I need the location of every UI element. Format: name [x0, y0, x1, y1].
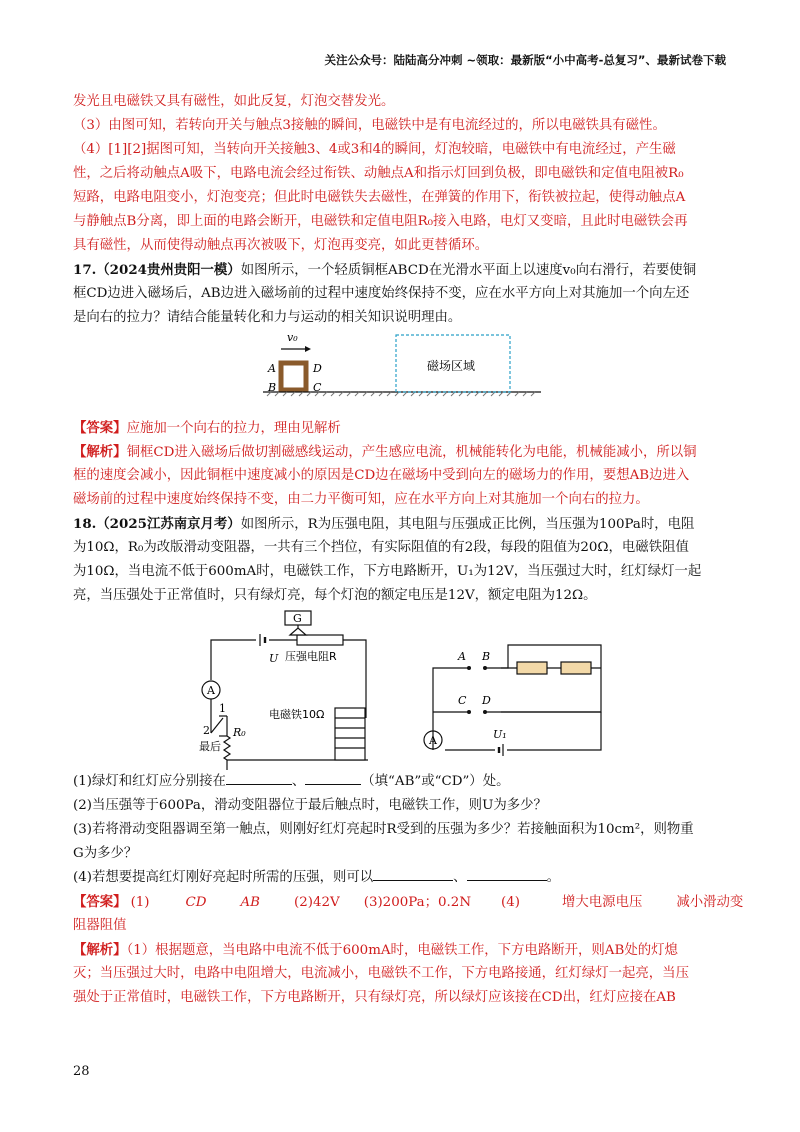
contact-1-label: 1: [219, 702, 226, 715]
previous-solution: [73, 90, 733, 258]
pressure-resistor-label: 压强电阻R: [285, 650, 337, 663]
corner-label-a: A: [268, 362, 276, 375]
page-content: [73, 90, 744, 1010]
question-number: 17.: [73, 262, 97, 278]
question-text: 如图所示，R为压强电阻，其电阻与压强成正比例，当压强为100Pa时，电阻: [240, 517, 695, 532]
text-line: 发光且电磁铁又具有磁性，如此反复，灯泡交替发光。: [73, 94, 395, 109]
question-17: [73, 258, 733, 512]
question-text: 为10Ω，当电流不低于600mA时，电磁铁工作，下方电路断开，U₁为12V，当压强过大时，红灯绿灯一起: [73, 564, 702, 579]
analysis-text: 磁场前的过程中速度始终保持不变，由二力平衡可知，应在水平方向上对其施加一个向右的拉力。: [73, 492, 649, 507]
r0-label: R₀: [233, 726, 246, 739]
corner-label-d: D: [313, 362, 322, 375]
corner-label-b: B: [268, 381, 277, 394]
answer-text: 应施加一个向右的拉力，理由见解析: [126, 421, 341, 436]
analysis-text: （1）根据题意，当电路中电流不低于600mA时，电磁铁工作，下方电路断开，则AB处的灯熄: [126, 943, 678, 958]
question-text: 为10Ω，R₀为改版滑动变阻器，一共有三个挡位，有实际阻值的有2段，每段的阻值为20Ω，电磁铁阻值: [73, 540, 689, 555]
analysis-text: 铜框CD进入磁场后做切割磁感线运动，产生感应电流，机械能转化为电能，机械能减小，所以铜: [126, 445, 697, 460]
answer-tag: 【答案】: [73, 420, 127, 436]
text-line: （4）[1][2]据图可知，当转向开关接触3、4或3和4的瞬间，灯泡较暗，电磁铁中有电流经过，产生磁: [73, 142, 676, 157]
contact-d-label: D: [482, 694, 491, 707]
contact-a-label: A: [458, 650, 466, 663]
u1-label: U₁: [493, 728, 507, 741]
question-18: [73, 512, 744, 1010]
page-number: 28: [73, 1064, 90, 1079]
subquestion-3: (3)若将滑动变阻器调至第一触点，则刚好红灯亮起时R受到的压强为多少？若接触面积为10cm²，则物重: [73, 822, 694, 837]
question-text: 是向右的拉力？请结合能量转化和力与运动的相关知识说明理由。: [73, 310, 462, 325]
battery-u-label: U: [269, 652, 279, 665]
g-label: G: [293, 612, 302, 625]
answer-line: 【答案】 (1) CD AB (2)42V (3)200Pa；0.2N (4) 增大电源电压 减小滑动变: [73, 894, 744, 910]
text-line: 与静触点B分离，即上面的电路会断开，电磁铁和定值电阻R₀接入电路，电灯又变暗，且此时电磁铁会再: [73, 214, 688, 229]
page-header: 关注公众号：陆陆高分冲刺 ~领取：最新版“小中高考-总复习”、最新试卷下载: [324, 53, 726, 67]
answer-blank[interactable]: [226, 770, 292, 785]
ammeter-label: A: [207, 684, 215, 697]
corner-label-c: C: [313, 381, 322, 394]
circuit-figure: [73, 608, 733, 770]
analysis-tag: 【解析】: [73, 444, 127, 460]
subquestion-2: (2)当压强等于600Pa，滑动变阻器位于最后触点时，电磁铁工作，则U为多少？: [73, 798, 547, 813]
question-source: （2024贵州贵阳一模）: [96, 262, 241, 278]
electromagnet-label: 电磁铁10Ω: [269, 708, 325, 721]
question-source: （2025江苏南京月考）: [96, 516, 241, 532]
analysis-text: 框的速度会减小，因此铜框中速度减小的原因是CD边在磁场中受到向左的磁场力的作用，要想AB边进入: [73, 468, 690, 483]
velocity-label: v₀: [287, 331, 298, 344]
question-text: 亮，当压强处于正常值时，只有绿灯亮，每个灯泡的额定电压是12V，额定电阻为12Ω。: [73, 588, 597, 603]
answer-line-cont: 阻器阻值: [73, 918, 127, 933]
copper-frame-figure: [73, 330, 733, 416]
question-number: 18.: [73, 516, 97, 532]
answer-tag: 【答案】: [73, 894, 127, 910]
analysis-text: 灭；当压强过大时，电路中电阻增大，电流减小，电磁铁不工作，下方电路接通，红灯绿灯一起亮，当压: [73, 966, 689, 981]
contact-c-label: C: [458, 694, 467, 707]
contact-2-label: 2: [203, 724, 210, 737]
answer-blank[interactable]: [373, 866, 453, 881]
text-line: 具有磁性，从而使得动触点再次被吸下，灯泡再变亮，如此更替循环。: [73, 238, 489, 253]
answer-blank[interactable]: [305, 770, 361, 785]
analysis-tag: 【解析】: [73, 942, 127, 958]
right-ammeter-label: A: [429, 734, 437, 747]
magnetic-region-label: 磁场区域: [427, 359, 476, 373]
text-line: 性，之后将动触点A吸下，电路电流会经过衔铁、动触点A和指示灯回到负极，即电磁铁和定值电阻被R₀: [73, 166, 684, 181]
subquestion-1: (1)绿灯和红灯应分别接在 、 （填“AB”或“CD”）处。: [73, 770, 733, 794]
analysis-text: 强处于正常值时，电磁铁工作，下方电路断开，只有绿灯亮，所以绿灯应该接在CD出，红灯应接在AB: [73, 990, 676, 1005]
text-line: 短路，电路电阻变小，灯泡变亮；但此时电磁铁失去磁性，在弹簧的作用下，衔铁被拉起，使得动触点A: [73, 190, 686, 205]
answer-blank[interactable]: [467, 866, 547, 881]
subquestion-3-cont: G为多少？: [73, 846, 138, 861]
text-line: （3）由图可知，若转向开关与触点3接触的瞬间，电磁铁中是有电流经过的，所以电磁铁具有磁性。: [73, 118, 666, 133]
last-contact-label: 最后: [199, 740, 221, 753]
contact-b-label: B: [482, 650, 491, 663]
question-text: 如图所示，一个轻质铜框ABCD在光滑水平面上以速度v₀向右滑行，若要使铜: [240, 263, 697, 278]
question-text: 框CD边进入磁场后，AB边进入磁场前的过程中速度始终保持不变，应在水平方向上对其施加一个向左还: [73, 286, 690, 301]
subquestion-4: (4)若想要提高红灯刚好亮起时所需的压强，则可以 、 。: [73, 866, 733, 890]
